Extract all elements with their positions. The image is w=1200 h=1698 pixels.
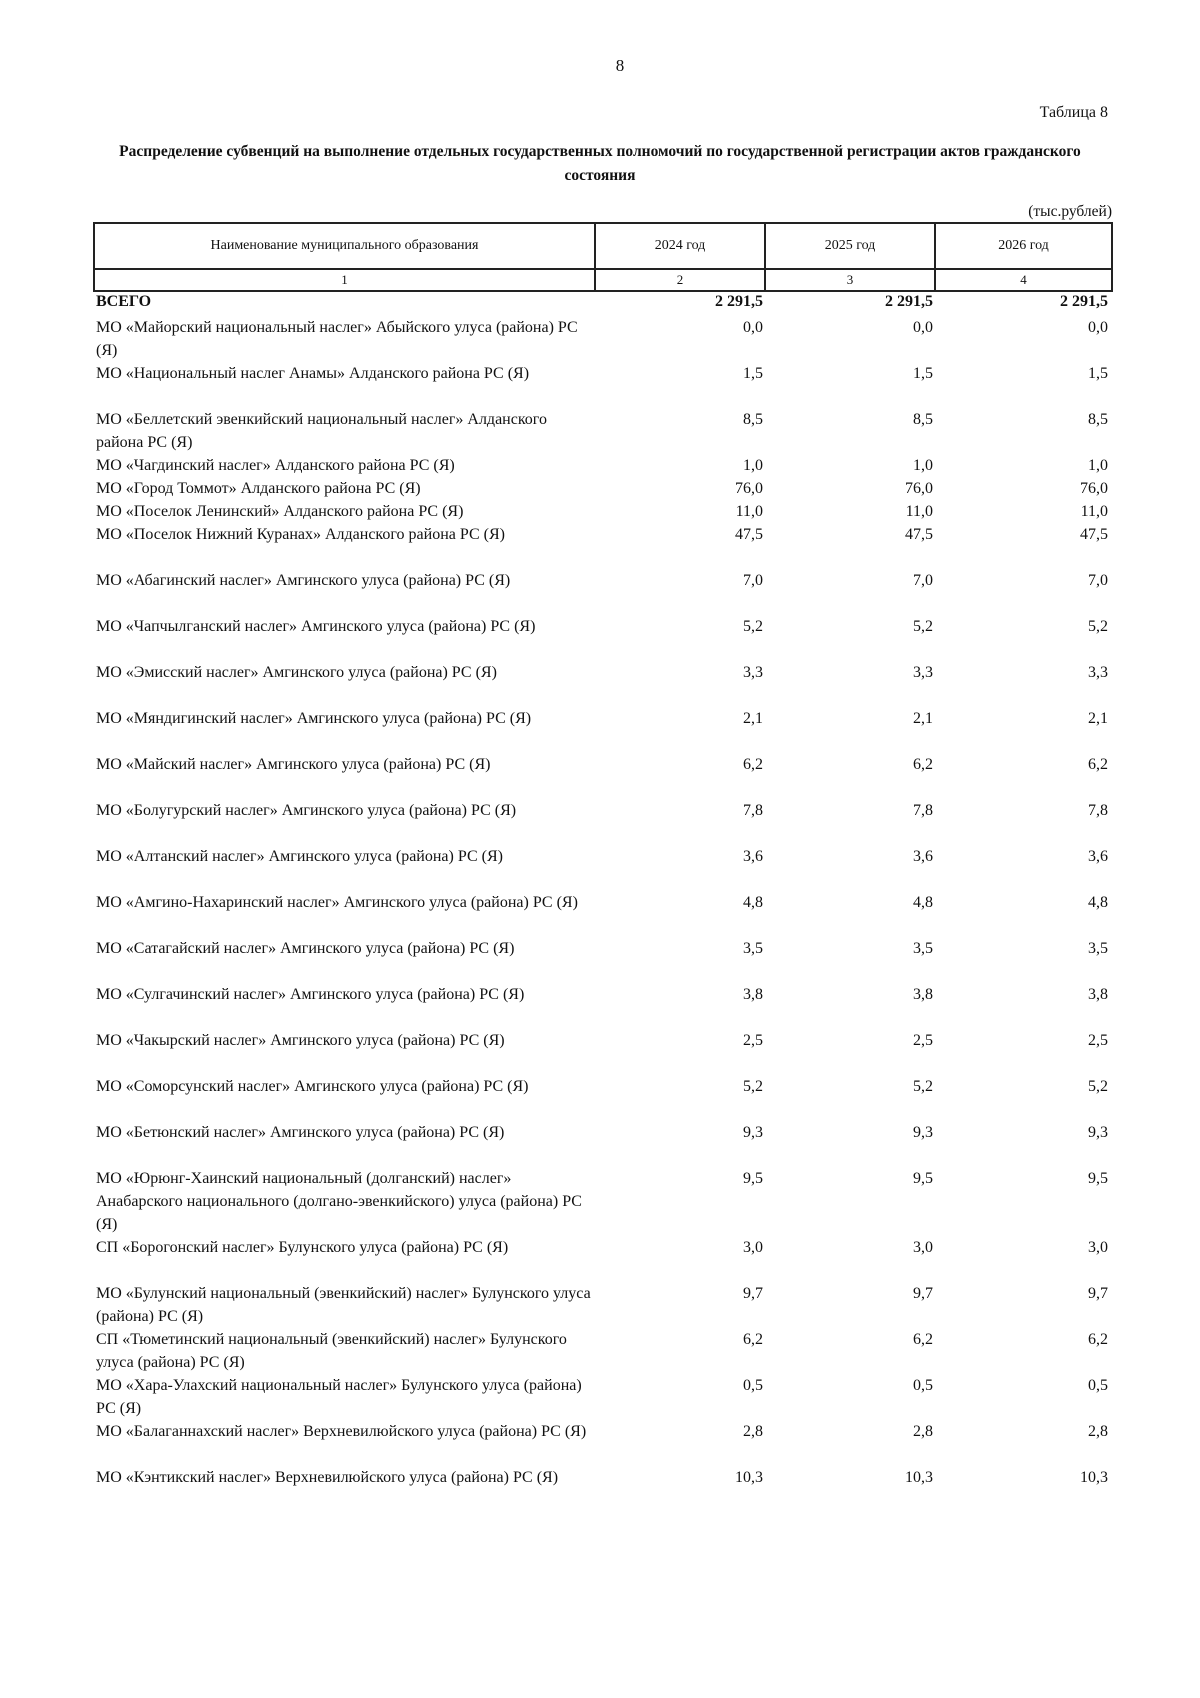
value-2025: 6,2 — [913, 756, 933, 773]
municipality-name: МО «Национальный наслег Анамы» Алданского района РС (Я) — [96, 365, 530, 382]
table-row — [94, 454, 1112, 477]
value-2026: 47,5 — [1080, 526, 1108, 543]
table-row — [94, 891, 1112, 937]
table-header-row — [94, 223, 1112, 269]
municipality-name: МО «Соморсунский наслег» Амгинского улуса (района) РС (Я) — [96, 1078, 529, 1095]
value-2025: 3,8 — [913, 986, 933, 1003]
value-2025: 6,2 — [913, 1331, 933, 1348]
value-2026: 6,2 — [1088, 756, 1108, 773]
value-2024: 6,2 — [743, 1331, 763, 1348]
municipality-name: МО «Город Томмот» Алданского района РС (Я) — [96, 480, 421, 497]
municipality-name: МО «Булунский национальный (эвенкийский) наслег» Булунского улуса (района) РС (Я) — [96, 1285, 591, 1325]
subventions-table — [93, 222, 1113, 1512]
document-title: Распределение субвенций на выполнение отдельных государственных полномочий по государственной регистрации актов гражданского состояния — [119, 143, 1081, 184]
value-2026: 3,0 — [1088, 1239, 1108, 1256]
table-row — [94, 1167, 1112, 1236]
value-2025: 3,6 — [913, 848, 933, 865]
total-row — [94, 291, 1112, 316]
value-2024: 10,3 — [735, 1469, 763, 1486]
table-row — [94, 477, 1112, 500]
table-row — [94, 1420, 1112, 1466]
page-number: 8 — [615, 56, 625, 75]
value-2026: 9,3 — [1088, 1124, 1108, 1141]
value-2024: 7,8 — [743, 802, 763, 819]
value-2025: 11,0 — [905, 503, 933, 520]
municipality-name: МО «Чакырский наслег» Амгинского улуса (района) РС (Я) — [96, 1032, 505, 1049]
value-2026: 1,0 — [1088, 457, 1108, 474]
municipality-name: МО «Бетюнский наслег» Амгинского улуса (района) РС (Я) — [96, 1124, 505, 1141]
table-row — [94, 523, 1112, 569]
value-2025: 5,2 — [913, 618, 933, 635]
value-2026: 11,0 — [1080, 503, 1108, 520]
value-2025: 1,5 — [913, 365, 933, 382]
table-row — [94, 569, 1112, 615]
value-2024: 0,5 — [743, 1377, 763, 1394]
value-2026: 3,8 — [1088, 986, 1108, 1003]
table-label: Таблица 8 — [1039, 104, 1108, 121]
value-2025: 3,0 — [913, 1239, 933, 1256]
value-2024: 0,0 — [743, 319, 763, 336]
value-2025: 9,5 — [913, 1170, 933, 1187]
value-2025: 4,8 — [913, 894, 933, 911]
value-2026: 3,3 — [1088, 664, 1108, 681]
value-2025: 1,0 — [913, 457, 933, 474]
value-2026: 10,3 — [1080, 1469, 1108, 1486]
value-2025: 8,5 — [913, 411, 933, 428]
municipality-name: МО «Амгино-Нахаринский наслег» Амгинского улуса (района) РС (Я) — [96, 894, 578, 911]
value-2026: 4,8 — [1088, 894, 1108, 911]
table-row — [94, 983, 1112, 1029]
value-2024: 3,5 — [743, 940, 763, 957]
municipality-name: МО «Болугурский наслег» Амгинского улуса (района) РС (Я) — [96, 802, 517, 819]
table-row — [94, 707, 1112, 753]
value-2025: 9,3 — [913, 1124, 933, 1141]
table-row — [94, 753, 1112, 799]
value-2025: 2,8 — [913, 1423, 933, 1440]
value-2026: 9,7 — [1088, 1285, 1108, 1302]
header-2024: 2024 год — [595, 223, 765, 269]
table-row — [94, 1121, 1112, 1167]
column-number: 3 — [765, 269, 935, 291]
value-2024: 47,5 — [735, 526, 763, 543]
value-2025: 7,8 — [913, 802, 933, 819]
header-2026: 2026 год — [935, 223, 1112, 269]
value-2024: 3,3 — [743, 664, 763, 681]
municipality-name: СП «Борогонский наслег» Булунского улуса (района) РС (Я) — [96, 1239, 509, 1256]
value-2025: 2,1 — [913, 710, 933, 727]
municipality-name: МО «Беллетский эвенкийский национальный наслег» Алданского района РС (Я) — [96, 411, 547, 451]
value-2026: 5,2 — [1088, 1078, 1108, 1095]
table-row — [94, 1075, 1112, 1121]
table-row — [94, 500, 1112, 523]
table-row — [94, 1328, 1112, 1374]
municipality-name: МО «Майорский национальный наслег» Абыйского улуса (района) РС (Я) — [96, 319, 578, 359]
table-row — [94, 1236, 1112, 1282]
value-2024: 1,0 — [743, 457, 763, 474]
value-2026: 3,6 — [1088, 848, 1108, 865]
table-row — [94, 316, 1112, 362]
table-row — [94, 1282, 1112, 1328]
table-row — [94, 799, 1112, 845]
header-municipality: Наименование муниципального образования — [94, 223, 595, 269]
value-2025: 0,0 — [913, 319, 933, 336]
municipality-name: МО «Юрюнг-Хаинский национальный (долганский) наслег» Анабарского национального (долгано-эвенкийского) улуса (района) РС (Я) — [96, 1170, 582, 1233]
value-2025: 2,5 — [913, 1032, 933, 1049]
value-2026: 2,1 — [1088, 710, 1108, 727]
header-2025: 2025 год — [765, 223, 935, 269]
value-2024: 76,0 — [735, 480, 763, 497]
value-2024: 2,8 — [743, 1423, 763, 1440]
column-number: 2 — [595, 269, 765, 291]
value-2024: 6,2 — [743, 756, 763, 773]
value-2024: 2,1 — [743, 710, 763, 727]
value-2024: 3,0 — [743, 1239, 763, 1256]
table-row — [94, 845, 1112, 891]
table-container — [93, 222, 1111, 1512]
table-row — [94, 1374, 1112, 1420]
value-2025: 3,3 — [913, 664, 933, 681]
value-2026: 0,0 — [1088, 319, 1108, 336]
value-2026: 8,5 — [1088, 411, 1108, 428]
total-2024: 2 291,5 — [715, 293, 763, 310]
municipality-name: МО «Балаганнахский наслег» Верхневилюйского улуса (района) РС (Я) — [96, 1423, 587, 1440]
value-2026: 0,5 — [1088, 1377, 1108, 1394]
table-row — [94, 1466, 1112, 1512]
municipality-name: МО «Майский наслег» Амгинского улуса (района) РС (Я) — [96, 756, 491, 773]
municipality-name: МО «Сатагайский наслег» Амгинского улуса (района) РС (Я) — [96, 940, 515, 957]
municipality-name: МО «Чагдинский наслег» Алданского района РС (Я) — [96, 457, 455, 474]
value-2024: 11,0 — [735, 503, 763, 520]
value-2024: 7,0 — [743, 572, 763, 589]
municipality-name: МО «Хара-Улахский национальный наслег» Булунского улуса (района) РС (Я) — [96, 1377, 582, 1417]
municipality-name: СП «Тюметинский национальный (эвенкийский) наслег» Булунского улуса (района) РС (Я) — [96, 1331, 567, 1371]
value-2024: 9,3 — [743, 1124, 763, 1141]
municipality-name: МО «Эмисский наслег» Амгинского улуса (района) РС (Я) — [96, 664, 497, 681]
value-2024: 3,8 — [743, 986, 763, 1003]
value-2024: 4,8 — [743, 894, 763, 911]
value-2026: 1,5 — [1088, 365, 1108, 382]
table-row — [94, 408, 1112, 454]
value-2025: 76,0 — [905, 480, 933, 497]
column-number: 1 — [94, 269, 595, 291]
value-2024: 5,2 — [743, 1078, 763, 1095]
value-2025: 0,5 — [913, 1377, 933, 1394]
value-2026: 76,0 — [1080, 480, 1108, 497]
value-2026: 7,0 — [1088, 572, 1108, 589]
value-2025: 47,5 — [905, 526, 933, 543]
value-2026: 6,2 — [1088, 1331, 1108, 1348]
column-number-row — [94, 269, 1112, 291]
value-2025: 9,7 — [913, 1285, 933, 1302]
municipality-name: МО «Мяндигинский наслег» Амгинского улуса (района) РС (Я) — [96, 710, 532, 727]
total-label: ВСЕГО — [96, 293, 152, 310]
municipality-name: МО «Абагинский наслег» Амгинского улуса (района) РС (Я) — [96, 572, 511, 589]
value-2024: 2,5 — [743, 1032, 763, 1049]
units-label: (тыс.рублей) — [1028, 203, 1112, 220]
column-number: 4 — [935, 269, 1112, 291]
value-2024: 1,5 — [743, 365, 763, 382]
value-2025: 5,2 — [913, 1078, 933, 1095]
value-2024: 9,7 — [743, 1285, 763, 1302]
value-2025: 10,3 — [905, 1469, 933, 1486]
value-2026: 9,5 — [1088, 1170, 1108, 1187]
value-2024: 3,6 — [743, 848, 763, 865]
municipality-name: МО «Кэнтикский наслег» Верхневилюйского улуса (района) РС (Я) — [96, 1469, 559, 1486]
table-row — [94, 615, 1112, 661]
value-2024: 5,2 — [743, 618, 763, 635]
municipality-name: МО «Поселок Нижний Куранах» Алданского района РС (Я) — [96, 526, 505, 543]
total-2026: 2 291,5 — [1060, 293, 1108, 310]
municipality-name: МО «Поселок Ленинский» Алданского района РС (Я) — [96, 503, 464, 520]
value-2026: 5,2 — [1088, 618, 1108, 635]
value-2026: 3,5 — [1088, 940, 1108, 957]
table-body — [94, 291, 1112, 1512]
table-row — [94, 937, 1112, 983]
value-2024: 8,5 — [743, 411, 763, 428]
value-2025: 7,0 — [913, 572, 933, 589]
table-row — [94, 362, 1112, 408]
value-2025: 3,5 — [913, 940, 933, 957]
table-row — [94, 661, 1112, 707]
municipality-name: МО «Алтанский наслег» Амгинского улуса (района) РС (Я) — [96, 848, 503, 865]
total-2025: 2 291,5 — [885, 293, 933, 310]
value-2026: 2,8 — [1088, 1423, 1108, 1440]
value-2024: 9,5 — [743, 1170, 763, 1187]
municipality-name: МО «Сулгачинский наслег» Амгинского улуса (района) РС (Я) — [96, 986, 525, 1003]
municipality-name: МО «Чапчылганский наслег» Амгинского улуса (района) РС (Я) — [96, 618, 536, 635]
value-2026: 7,8 — [1088, 802, 1108, 819]
value-2026: 2,5 — [1088, 1032, 1108, 1049]
table-row — [94, 1029, 1112, 1075]
